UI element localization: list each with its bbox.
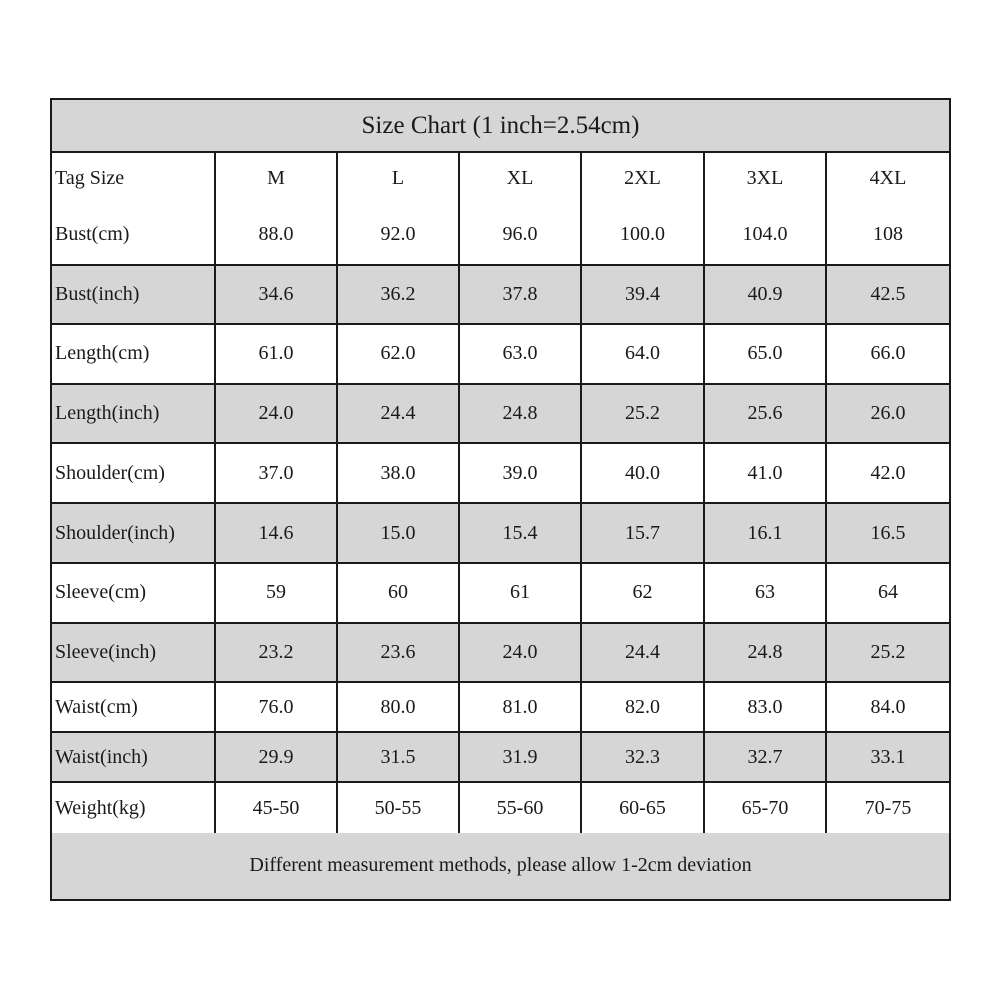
table-cell: 25.6 (704, 384, 826, 443)
table-cell: 24.8 (704, 623, 826, 682)
table-row (52, 682, 949, 732)
title-row (52, 100, 949, 152)
table-cell: 23.6 (337, 623, 459, 682)
header-label: Tag Size (52, 152, 215, 204)
table-cell: 41.0 (704, 443, 826, 503)
header-row (52, 152, 949, 204)
table-cell: 42.0 (826, 443, 949, 503)
table-cell: 50-55 (337, 782, 459, 832)
table-cell: 100.0 (581, 204, 704, 264)
table-cell: 88.0 (215, 204, 337, 264)
table-row (52, 782, 949, 832)
table-cell: 45-50 (215, 782, 337, 832)
table-cell: 39.0 (459, 443, 581, 503)
table-cell: 24.8 (459, 384, 581, 443)
table-cell: 80.0 (337, 682, 459, 732)
deviation-note: Different measurement methods, please allow 1-2cm deviation (52, 833, 949, 899)
table-row (52, 623, 949, 682)
table-cell: 37.8 (459, 265, 581, 324)
table-row (52, 443, 949, 503)
table-cell: 32.7 (704, 732, 826, 782)
table-cell: 63 (704, 563, 826, 623)
table-row (52, 384, 949, 443)
table-cell: 37.0 (215, 443, 337, 503)
table-row (52, 265, 949, 324)
table-row (52, 324, 949, 384)
table-cell: 60 (337, 563, 459, 623)
row-label: Length(inch) (52, 384, 215, 443)
table-cell: 55-60 (459, 782, 581, 832)
table-cell: 40.9 (704, 265, 826, 324)
table-cell: 32.3 (581, 732, 704, 782)
size-header: 3XL (704, 152, 826, 204)
table-cell: 65-70 (704, 782, 826, 832)
row-label: Sleeve(cm) (52, 563, 215, 623)
size-header: M (215, 152, 337, 204)
table-cell: 62.0 (337, 324, 459, 384)
row-label: Bust(cm) (52, 204, 215, 264)
table-cell: 84.0 (826, 682, 949, 732)
table-cell: 62 (581, 563, 704, 623)
table-cell: 63.0 (459, 324, 581, 384)
table-cell: 23.2 (215, 623, 337, 682)
table-cell: 66.0 (826, 324, 949, 384)
table-cell: 15.4 (459, 503, 581, 562)
table-cell: 59 (215, 563, 337, 623)
table-row (52, 563, 949, 623)
size-chart-table (52, 100, 949, 899)
table-cell: 39.4 (581, 265, 704, 324)
table-cell: 34.6 (215, 265, 337, 324)
table-cell: 76.0 (215, 682, 337, 732)
table-cell: 92.0 (337, 204, 459, 264)
table-cell: 61.0 (215, 324, 337, 384)
table-cell: 96.0 (459, 204, 581, 264)
table-cell: 16.5 (826, 503, 949, 562)
table-cell: 24.4 (581, 623, 704, 682)
table-cell: 64.0 (581, 324, 704, 384)
size-header: 4XL (826, 152, 949, 204)
table-cell: 24.4 (337, 384, 459, 443)
table-cell: 70-75 (826, 782, 949, 832)
row-label: Shoulder(cm) (52, 443, 215, 503)
table-cell: 82.0 (581, 682, 704, 732)
table-cell: 64 (826, 563, 949, 623)
table-cell: 24.0 (215, 384, 337, 443)
table-cell: 83.0 (704, 682, 826, 732)
row-label: Weight(kg) (52, 782, 215, 832)
row-label: Shoulder(inch) (52, 503, 215, 562)
table-cell: 42.5 (826, 265, 949, 324)
table-cell: 16.1 (704, 503, 826, 562)
row-label: Length(cm) (52, 324, 215, 384)
size-header: L (337, 152, 459, 204)
table-cell: 31.9 (459, 732, 581, 782)
table-row (52, 503, 949, 562)
table-cell: 104.0 (704, 204, 826, 264)
note-row (52, 833, 949, 899)
size-header: 2XL (581, 152, 704, 204)
table-cell: 108 (826, 204, 949, 264)
chart-title: Size Chart (1 inch=2.54cm) (52, 100, 949, 152)
row-label: Bust(inch) (52, 265, 215, 324)
table-cell: 15.0 (337, 503, 459, 562)
table-cell: 81.0 (459, 682, 581, 732)
table-cell: 60-65 (581, 782, 704, 832)
table-cell: 65.0 (704, 324, 826, 384)
size-chart (50, 98, 951, 901)
table-cell: 15.7 (581, 503, 704, 562)
size-header: XL (459, 152, 581, 204)
table-cell: 61 (459, 563, 581, 623)
table-cell: 31.5 (337, 732, 459, 782)
row-label: Waist(cm) (52, 682, 215, 732)
table-row (52, 732, 949, 782)
table-row (52, 204, 949, 264)
table-cell: 36.2 (337, 265, 459, 324)
row-label: Sleeve(inch) (52, 623, 215, 682)
table-cell: 14.6 (215, 503, 337, 562)
table-cell: 26.0 (826, 384, 949, 443)
table-cell: 33.1 (826, 732, 949, 782)
row-label: Waist(inch) (52, 732, 215, 782)
table-cell: 25.2 (581, 384, 704, 443)
table-cell: 38.0 (337, 443, 459, 503)
table-cell: 25.2 (826, 623, 949, 682)
table-cell: 29.9 (215, 732, 337, 782)
table-cell: 24.0 (459, 623, 581, 682)
table-cell: 40.0 (581, 443, 704, 503)
